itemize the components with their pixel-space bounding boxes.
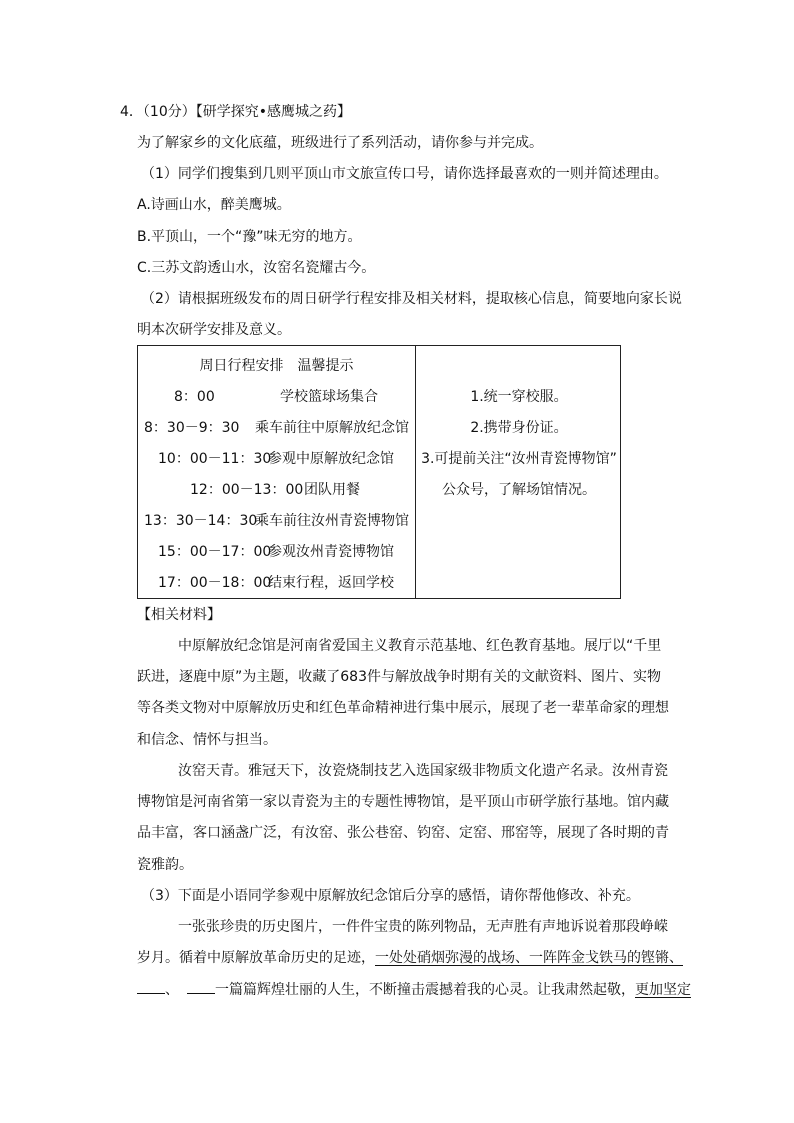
schedule-time: 12：00－13：00 (190, 482, 304, 498)
part3-text-line2 (137, 948, 683, 968)
schedule-row (138, 511, 415, 531)
materials-para2-line: 品丰富，客口涵盏广泛，有汝窑、张公巷窑、钧窑、定窑、邢窑等，展现了各时期的青 (137, 825, 669, 841)
part1-prompt: （1）同学们搜集到几则平顶山市文旅宣传口号，请你选择最喜欢的一则并简述理由。 (141, 166, 668, 182)
part2-prompt-line2: 明本次研学安排及意义。 (137, 322, 291, 338)
schedule-activity: 参观汝州青瓷博物馆 (268, 544, 394, 560)
schedule-row (138, 573, 415, 593)
schedule-row (138, 480, 415, 500)
part3-text-line1: 一张张珍贵的历史图片，一件件宝贵的陈列物品，无声胜有声地诉说着那段峥嵘 (178, 919, 668, 935)
part3-prompt: （3）下面是小语同学参观中原解放纪念馆后分享的感悟，请你帮他修改、补充。 (141, 888, 640, 904)
schedule-activity: 乘车前往汝州青瓷博物馆 (255, 513, 409, 529)
schedule-time: 15：00－17：00 (158, 544, 272, 560)
option-c: C.三苏文韵透山水，汝窑名瓷耀古今。 (137, 260, 376, 276)
materials-heading: 【相关材料】 (137, 607, 221, 623)
blank-separator: 、 (165, 982, 179, 998)
question-intro: 为了解家乡的文化底蕴，班级进行了系列活动，请你参与并完成。 (137, 135, 543, 151)
schedule-row (138, 387, 415, 407)
materials-para1-line: 等各类文物对中原解放历史和红色革命精神进行集中展示，展现了老一辈革命家的理想 (137, 700, 669, 716)
schedule-activity: 参观中原解放纪念馆 (268, 451, 394, 467)
schedule-time: 8：00 (174, 389, 215, 405)
schedule-row (138, 418, 415, 438)
part3-text-line3 (137, 979, 691, 1000)
schedule-heading: 周日行程安排 温馨提示 (199, 358, 354, 374)
schedule-activity: 团队用餐 (304, 482, 360, 498)
schedule-activity: 结束行程，返回学校 (268, 575, 394, 591)
underlined-phrase: 一处处硝烟弥漫的战场、一阵阵金戈铁马的铿锵、 (375, 950, 683, 966)
materials-para1-line: 和信念、情怀与担当。 (137, 732, 277, 748)
fill-blank-1[interactable] (137, 979, 165, 994)
tip-item: 2.携带身份证。 (470, 420, 568, 436)
part3-text-plain: 一篇篇辉煌壮丽的人生，不断撞击震撼着我的心灵。让我肃然起敬， (215, 982, 635, 998)
fill-blank-2[interactable] (187, 979, 215, 994)
schedule-table (137, 345, 621, 599)
schedule-row (138, 449, 415, 469)
materials-para2-line: 博物馆是河南省第一家以青瓷为主的专题性博物馆，是平顶山市研学旅行基地。馆内藏 (137, 794, 669, 810)
schedule-time: 8：30－9：30 (144, 420, 240, 436)
schedule-row (138, 542, 415, 562)
schedule-time: 17：00－18：00 (158, 575, 272, 591)
materials-para1-line: 中原解放纪念馆是河南省爱国主义教育示范基地、红色教育基地。展厅以“千里 (178, 638, 662, 654)
schedule-activity: 学校篮球场集合 (280, 389, 378, 405)
schedule-time: 10：00－11：30 (158, 451, 272, 467)
tip-item: 3.可提前关注“汝州青瓷博物馆” (421, 451, 617, 467)
schedule-time: 13：30－14：30 (144, 513, 258, 529)
materials-para2-line: 瓷雅韵。 (137, 857, 193, 873)
schedule-cell (138, 346, 416, 599)
tip-item: 1.统一穿校服。 (470, 389, 568, 405)
materials-para1-line: 跃进，逐鹿中原”为主题，收藏了683件与解放战争时期有关的文献资料、图片、实物 (137, 669, 661, 685)
option-a: A.诗画山水，醉美鹰城。 (137, 197, 291, 213)
part3-text-plain: 岁月。循着中原解放革命历史的足迹， (137, 950, 375, 966)
part2-prompt-line1: （2）请根据班级发布的周日研学行程安排及相关材料，提取核心信息，简要地向家长说 (141, 291, 682, 307)
option-b: B.平顶山，一个“豫”味无穷的地方。 (137, 229, 362, 245)
tip-item: 公众号，了解场馆情况。 (442, 482, 596, 498)
underlined-phrase: 更加坚定 (635, 982, 691, 998)
question-header: 4．（10分）【研学探究•感鹰城之药】 (120, 104, 351, 120)
tips-cell (416, 346, 621, 599)
schedule-activity: 乘车前往中原解放纪念馆 (255, 420, 409, 436)
materials-para2-line: 汝窑天青。雅冠天下，汝瓷烧制技艺入选国家级非物质文化遗产名录。汝州青瓷 (178, 763, 668, 779)
